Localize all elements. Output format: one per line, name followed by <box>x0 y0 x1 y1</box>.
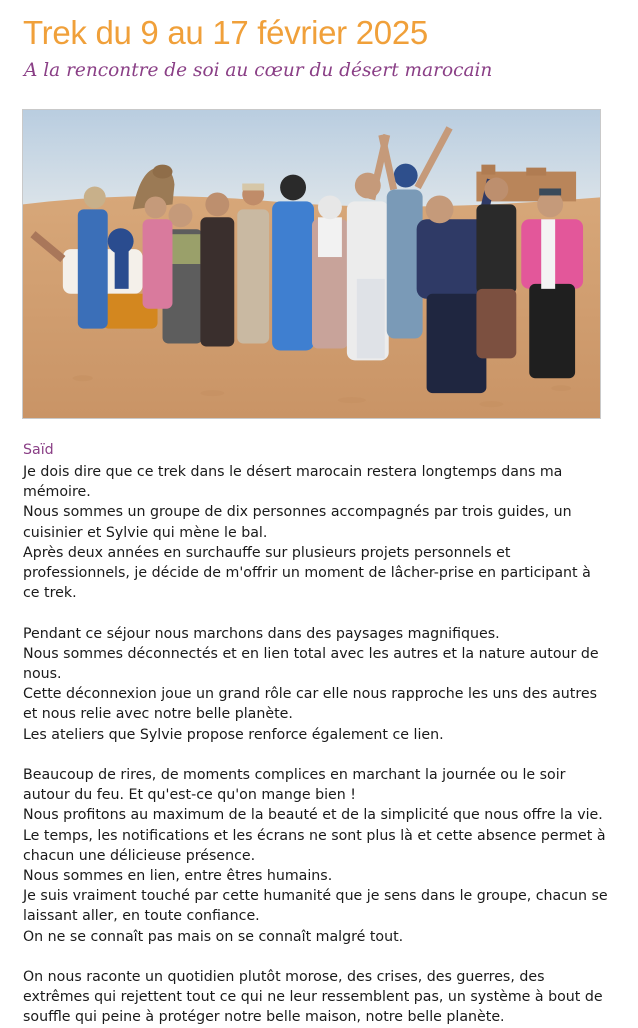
paragraph-gap <box>23 745 609 765</box>
author-name: Saïd <box>23 442 54 458</box>
paragraph-line: Cette déconnexion joue un grand rôle car elle nous rapproche les uns des autres et nous relie avec notre belle planète. <box>23 686 597 723</box>
paragraph-line: Après deux années en surchauffe sur plusieurs projets personnels et professionnels, je décide de m'offrir un moment de lâcher-prise en participant à ce trek. <box>23 544 591 602</box>
paragraph-line: On nous raconte un quotidien plutôt morose, des crises, des guerres, des extrêmes qui rejettent tout ce qui ne leur ressemblent pas, un système à bout de souffle qui peine à protéger notre belle maison, notre belle planète. <box>23 969 603 1026</box>
paragraph-line: Je dois dire que ce trek dans le désert marocain restera longtemps dans ma mémoire. <box>23 464 563 501</box>
paragraph-line: Je suis vraiment touché par cette humanité que je sens dans le groupe, chacun se laissant aller, en toute confiance. <box>23 888 608 925</box>
paragraph-gap <box>23 947 609 967</box>
page-subtitle: A la rencontre de soi au cœur du désert marocain <box>24 60 493 81</box>
paragraph-line: Nous sommes déconnectés et en lien total avec les autres et la nature autour de nous. <box>23 645 599 683</box>
paragraph-line: Nous sommes en lien, entre êtres humains. <box>23 868 333 885</box>
paragraph-line: Beaucoup de rires, de moments complices en marchant la journée ou le soir autour du feu. Et qu'est-ce qu'on mange bien ! <box>23 767 566 804</box>
paragraph-line: Nous profitons au maximum de la beauté et de la simplicité que nous offre la vie. Le temps, les notifications et les écrans ne sont plus là et cette absence permet à chacun une délicieuse présence. <box>23 807 606 864</box>
group-photo <box>22 109 601 419</box>
paragraph-gap <box>23 603 609 623</box>
paragraph-line: Les ateliers que Sylvie propose renforce également ce lien. <box>23 726 444 743</box>
paragraph-line: On ne se connaît pas mais on se connaît malgré tout. <box>23 928 404 945</box>
article-body <box>23 462 609 1028</box>
page-title: Trek du 9 au 17 février 2025 <box>23 14 428 51</box>
desert-group-illustration <box>23 110 600 418</box>
paragraph-line: Pendant ce séjour nous marchons dans des paysages magnifiques. <box>23 625 500 642</box>
paragraph-line: Nous sommes un groupe de dix personnes accompagnés par trois guides, un cuisinier et Sylvie qui mène le bal. <box>23 504 572 541</box>
